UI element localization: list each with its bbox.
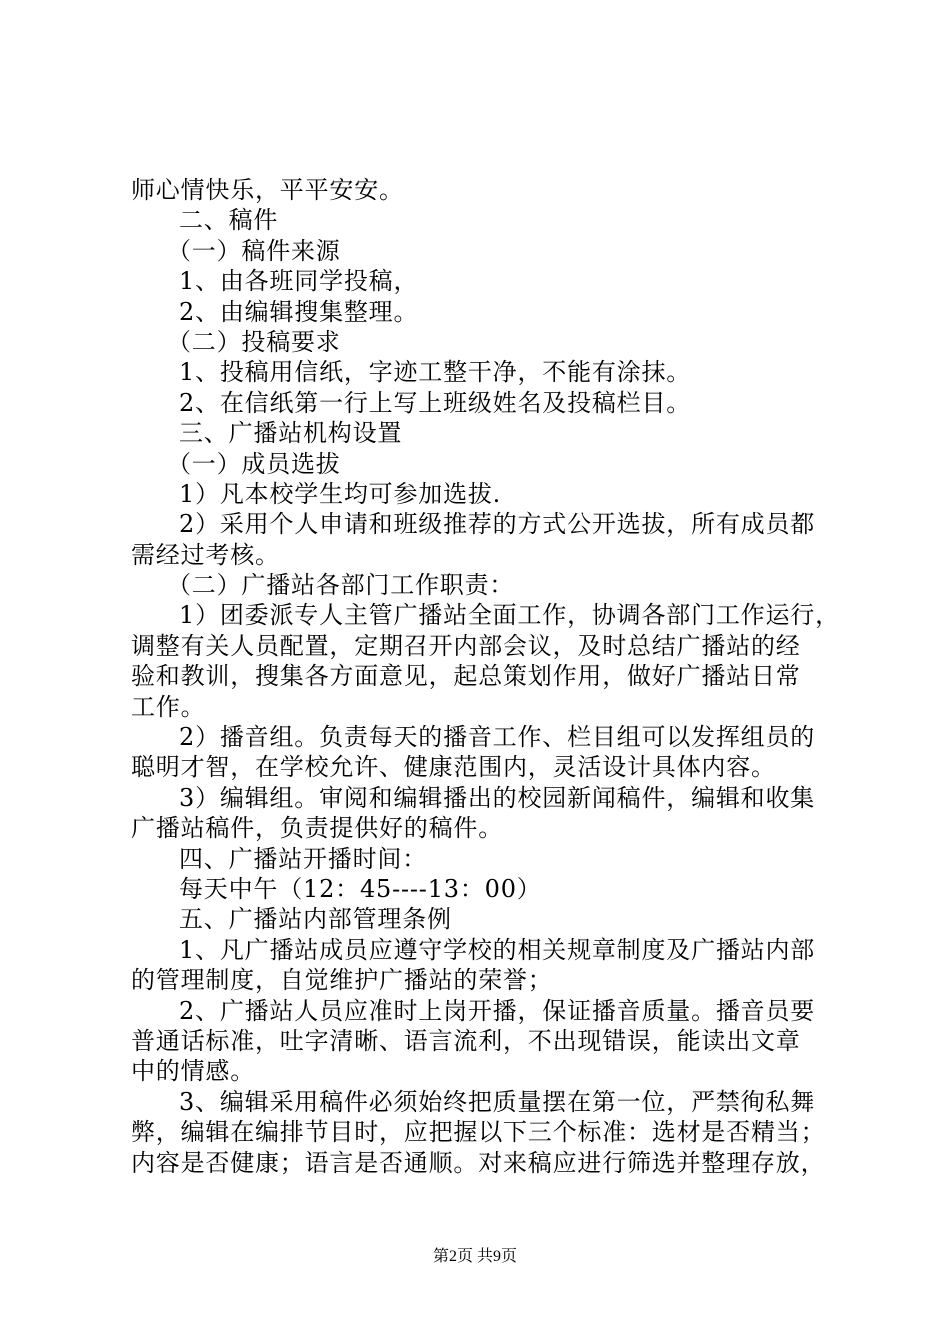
text-line: 广播站稿件，负责提供好的稿件。 [131,814,503,843]
text-line: 3、编辑采用稿件必须始终把质量摆在第一位，严禁徇私舞 [179,1087,816,1116]
text-line: 每天中午（12：45----13：00） [179,874,542,903]
text-line: 调整有关人员配置，定期召开内部会议，及时总结广播站的经 [131,631,801,660]
text-line: 3）编辑组。审阅和编辑播出的校园新闻稿件，编辑和收集 [179,783,816,812]
text-line: 师心情快乐，平平安安。 [131,176,404,204]
text-line: 1）凡本校学生均可参加选拔. [179,479,502,508]
text-line: 的管理制度，自觉维护广播站的荣誉； [131,966,553,995]
text-line: 三、广播站机构设置 [179,419,403,448]
page-number: 第2页 共9页 [432,1248,517,1265]
document-body [131,175,840,1178]
text-line: 验和教训，搜集各方面意见，起总策划作用，做好广播站日常 [131,662,801,691]
text-line: 1）团委派专人主管广播站全面工作，协调各部门工作运行， [179,601,840,630]
text-line: 四、广播站开播时间： [179,844,427,873]
text-line: （一）稿件来源 [167,236,341,265]
text-line: 内容是否健康；语言是否通顺。对来稿应进行筛选并整理存放， [131,1148,826,1177]
text-line: 2、由编辑搜集整理。 [179,297,419,326]
page-footer [0,1243,950,1266]
text-line: 2、广播站人员应准时上岗开播，保证播音质量。播音员要 [179,996,816,1025]
text-line: 1、凡广播站成员应遵守学校的相关规章制度及广播站内部 [179,935,816,964]
text-line: 普通话标准，吐字清晰、语言流利，不出现错误，能读出文章 [131,1026,801,1055]
text-line: （二）投稿要求 [167,327,341,356]
text-line: 需经过考核。 [131,540,280,569]
text-line: 2、在信纸第一行上写上班级姓名及投稿栏目。 [179,388,692,417]
text-line: 中的情感。 [131,1057,255,1086]
text-line: （二）广播站各部门工作职责： [167,571,515,600]
text-line: 工作。 [131,692,206,721]
text-line: 2）采用个人申请和班级推荐的方式公开选拔，所有成员都 [179,510,816,539]
text-line: 二、稿件 [179,206,279,235]
text-line: 五、广播站内部管理条例 [179,905,452,934]
text-line: 聪明才智，在学校允许、健康范围内，灵活设计具体内容。 [131,753,776,782]
text-line: （一）成员选拔 [167,449,341,478]
text-line: 1、投稿用信纸，字迹工整干净，不能有涂抹。 [179,358,692,387]
text-line: 弊，编辑在编排节目时，应把握以下三个标准：选材是否精当； [131,1118,826,1147]
text-line: 1、由各班同学投稿， [179,267,419,296]
text-line: 2）播音组。负责每天的播音工作、栏目组可以发挥组员的 [179,723,816,752]
